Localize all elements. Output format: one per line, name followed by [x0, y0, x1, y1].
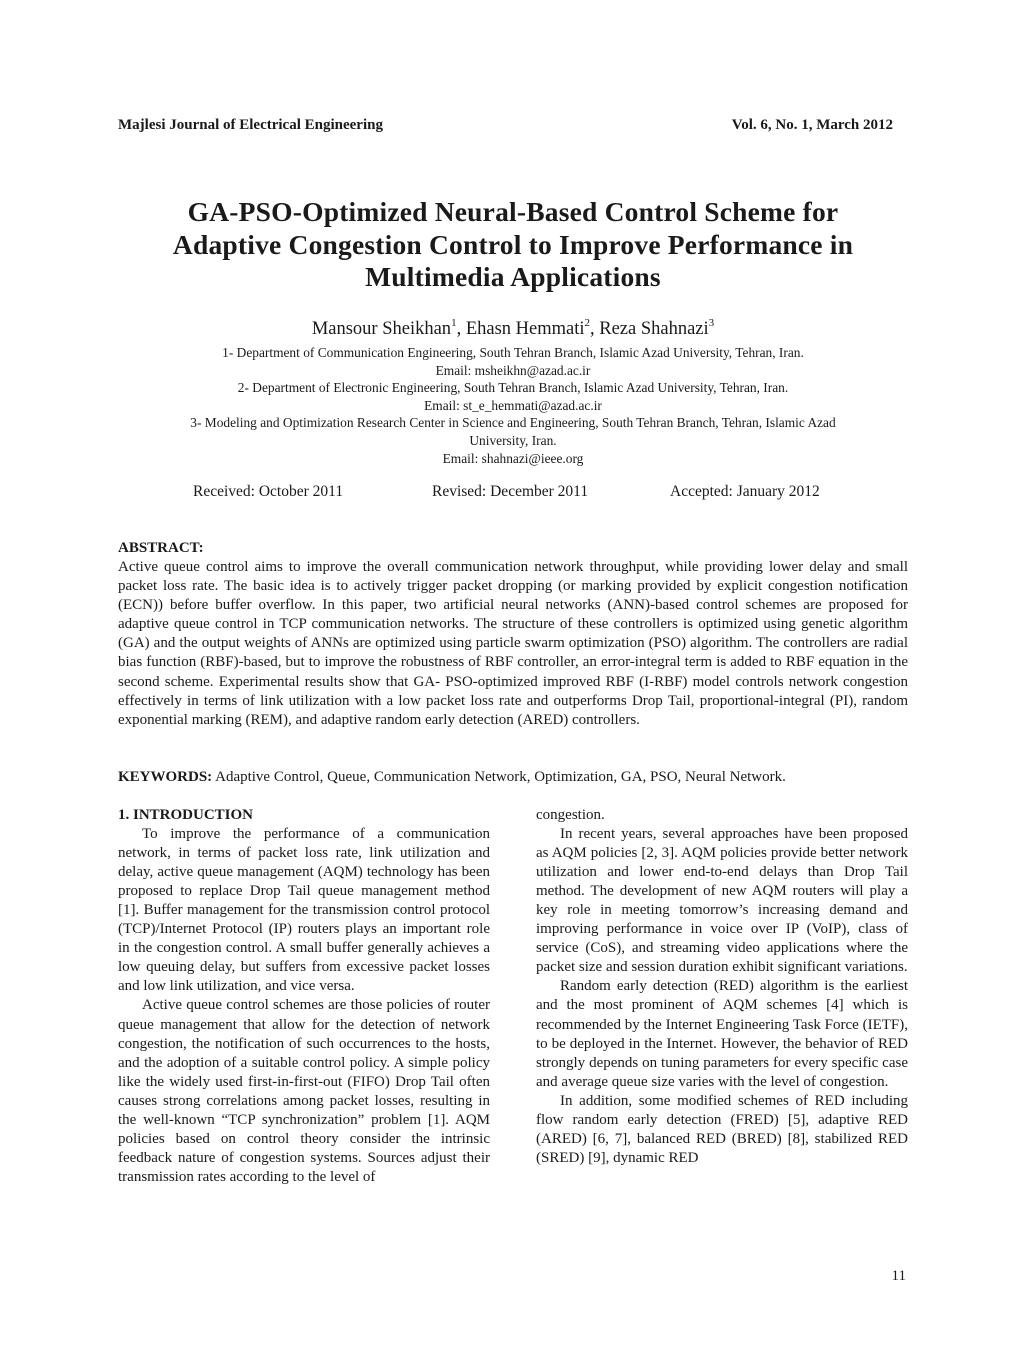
paragraph: congestion.: [536, 807, 605, 823]
paper-title: [118, 196, 908, 294]
abstract-heading: ABSTRACT:: [118, 540, 204, 556]
affiliation-line: 2- Department of Electronic Engineering, South Tehran Branch, Islamic Azad University, Tehran, Iran.: [237, 380, 789, 396]
title-line: Multimedia Applications: [365, 261, 661, 292]
paragraph: Random early detection (RED) algorithm is the earliest and the most prominent of AQM schemes [4] which is recommended by the Internet Engineering Task Force (IETF), to be deployed in the Internet. However, the behavior of RED strongly depends on tuning parameters for every specific case and average queue size varies with the level of congestion.: [536, 978, 908, 1090]
paragraph: In addition, some modified schemes of RED including flow random early detection (FRED) [5], adaptive RED (ARED) [6, 7], balanced RED (BRED) [8], stabilized RED (SRED) [9], dynamic RED: [536, 1092, 908, 1166]
affiliation-email: Email: shahnazi@ieee.org: [442, 450, 584, 466]
affiliation-email: Email: msheikhn@azad.ac.ir: [435, 362, 591, 378]
right-column: [536, 806, 908, 1168]
received-date: Received: October 2011: [193, 483, 344, 500]
author-affil-mark: 3: [708, 317, 715, 329]
author-list: [118, 318, 908, 340]
accepted-date: Accepted: January 2012: [670, 483, 820, 500]
section-heading: 1. INTRODUCTION: [118, 807, 254, 823]
paragraph: Active queue control schemes are those policies of router queue management that allow for the detection of network congestion, the notification of such occurrences to the hosts, and the adoption of a suitable control policy. A simple policy like the widely used first-in-first-out (FIFO) Drop Tail often causes strong correlations among packet losses, resulting in the well-known “TCP synchronization” problem [1]. AQM policies based on control theory consider the intrinsic feedback nature of congestion systems. Sources adjust their transmission rates according to the level of: [118, 997, 490, 1185]
title-line: Adaptive Congestion Control to Improve Performance in: [172, 228, 854, 260]
journal-name: Majlesi Journal of Electrical Engineering: [118, 117, 383, 133]
keywords-label: KEYWORDS:: [118, 769, 213, 785]
author-affil-mark: 2: [584, 317, 590, 329]
left-column: [118, 806, 490, 1187]
affiliation-line: 3- Modeling and Optimization Research Center in Science and Engineering, South Tehran Branch, Tehran, Islamic Azad: [190, 415, 836, 431]
affiliation-line: University, Iran.: [469, 432, 557, 448]
paragraph: In recent years, several approaches have been proposed as AQM policies [2, 3]. AQM policies provide better network utilization and lower end-to-end delays than Drop Tail method. The development of new AQM routers will play a key role in meeting tomorrow’s increasing demand and improving performance in voice over IP (VoIP), class of service (CoS), and streaming video applications where the packet size and session duration exhibit significant variations.: [536, 826, 908, 976]
author-name: Mansour Sheikhan: [311, 319, 452, 339]
paragraph: To improve the performance of a communication network, in terms of packet loss rate, link utilization and delay, active queue management (AQM) technology has been proposed to replace Drop Tail queue management method [1]. Buffer management for the transmission control protocol (TCP)/Internet Protocol (IP) routers plays an important role in the congestion control. A small buffer generally achieves a low queuing delay, but suffers from excessive packet losses and low link utilization, and vice versa.: [118, 826, 490, 995]
volume-info: Vol. 6, No. 1, March 2012: [731, 117, 893, 133]
revised-date: Revised: December 2011: [432, 483, 589, 500]
author-name: , Reza Shahnazi: [590, 319, 709, 339]
keywords: [118, 768, 908, 787]
abstract-text: Active queue control aims to improve the overall communication network throughput, while providing lower delay and small packet loss rate. The basic idea is to actively trigger packet dropping (or marking provided by explicit congestion notification (ECN)) before buffer overflow. In this paper, two artificial neural networks (ANN)-based control schemes are proposed for adaptive queue control in TCP communication networks. The structure of these controllers is optimized using genetic algorithm (GA) and the output weights of ANNs are optimized using particle swarm optimization (PSO) algorithm. The controllers are radial bias function (RBF)-based, but to improve the robustness of RBF controller, an error-integral term is added to RBF equation in the second scheme. Experimental results show that GA- PSO-optimized improved RBF (I-RBF) model controls network congestion effectively in terms of link utilization with a low packet loss rate and outperforms Drop Tail, proportional-integral (PI), random exponential marking (REM), and adaptive random early detection (ARED) controllers.: [118, 559, 908, 728]
author-name: , Ehasn Hemmati: [456, 319, 585, 339]
author-affil-mark: 1: [451, 317, 457, 329]
title-line: GA-PSO-Optimized Neural-Based Control Scheme for: [187, 196, 839, 227]
affiliation-line: 1- Department of Communication Engineering, South Tehran Branch, Islamic Azad University, Tehran, Iran.: [222, 345, 804, 360]
affiliations: [140, 344, 886, 467]
affiliation-email: Email: st_e_hemmati@azad.ac.ir: [424, 397, 602, 413]
page-number: 11: [891, 1268, 906, 1284]
keywords-text: Adaptive Control, Queue, Communication Network, Optimization, GA, PSO, Neural Network.: [212, 769, 786, 785]
